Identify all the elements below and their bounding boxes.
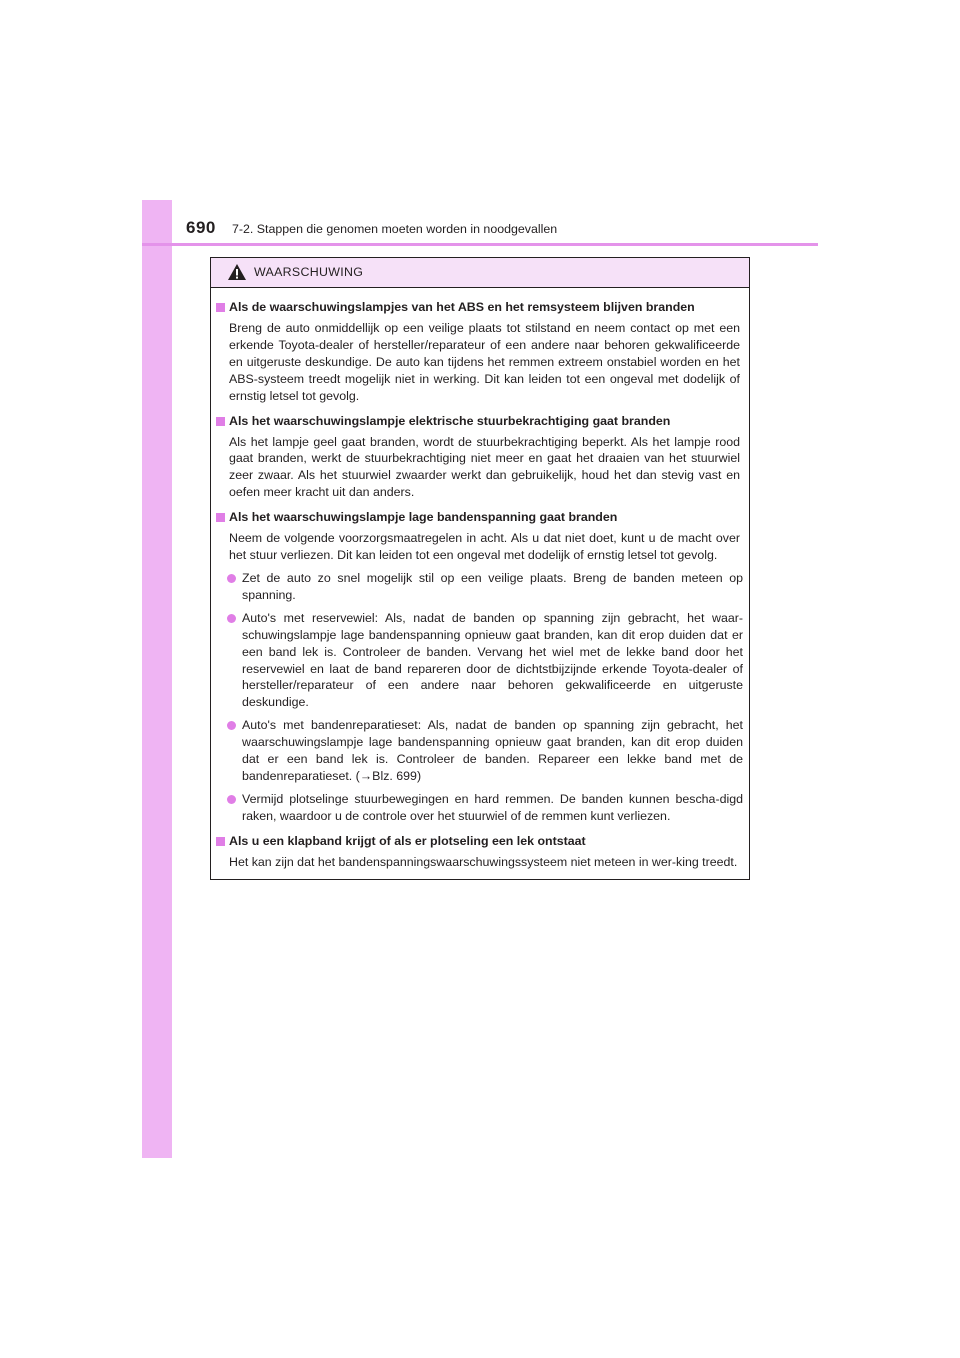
list-item (211, 610, 749, 711)
square-bullet-icon (216, 417, 225, 426)
square-bullet-icon (216, 837, 225, 846)
item-text: Breng de auto onmiddellijk op een veilige plaats tot stilstand en neem contact op met een erkende Toyota-dealer of hersteller/reparateur of een andere naar behoren gekwalificeerde en uitgeruste deskundige. De auto kan tijdens het remmen extreem onstabiel worden en het ABS-systeem treedt mogelijk niet in werking. Dit kan leiden tot een ongeval met dodelijk of ernstig letsel tot gevolg. (229, 321, 740, 403)
item-heading-text: Als het waarschuwingslampje lage bandenspanning gaat branden (229, 510, 618, 525)
list-item-text: Zet de auto zo snel mogelijk stil op een veilige plaats. Breng de banden meteen op spanning. (242, 570, 743, 602)
warning-header (211, 258, 749, 288)
section-title: 7-2. Stappen die genomen moeten worden in noodgevallen (232, 222, 558, 236)
item-heading-text: Als de waarschuwingslampjes van het ABS en het remsysteem blijven branden (229, 300, 695, 314)
list-item-text: Vermijd plotselinge stuurbewegingen en hard remmen. De banden kunnen bescha-digd raken, waardoor u de controle over het stuurwiel of de remmen kunt verliezen. (242, 791, 743, 823)
list-item (211, 570, 749, 604)
warning-triangle-icon (227, 263, 247, 286)
item-heading (211, 509, 743, 526)
round-bullet-icon (227, 795, 236, 804)
warning-box (210, 257, 750, 880)
header-rule (142, 243, 818, 246)
item-text: Neem de volgende voorzorgsmaatregelen in acht. Als u dat niet doet, kunt u de macht over het stuur verliezen. Dit kan leiden tot een ongeval met dodelijk of ernstig letsel tot gevolg. (229, 531, 740, 563)
list-item-text: Auto's met bandenreparatieset: Als, nadat de banden op spanning zijn gebracht, het waarschuwingslampje lage bandenspanning opnieuw gaat branden, kan dit erop duiden dat er een band lek is. Controleer de banden. Repareer een lekke band met de bandenreparatieset. (→Blz. 699) (242, 718, 743, 783)
square-bullet-icon (216, 513, 225, 522)
item-heading (211, 299, 743, 316)
item-text: Als het lampje geel gaat branden, wordt de stuurbekrachtiging beperkt. Als het lampje rood gaat branden, werkt de stuurbekrachtiging niet meer en gaat het draaien van het stuurwiel zeer zwaar. Als het stuurwiel zwaarder werkt dan gebruikelijk, houd het dan stevig vast en oefen meer kracht uit dan anders. (229, 434, 740, 500)
item-text: Het kan zijn dat het bandenspanningswaarschuwingssysteem niet meteen in wer-king treedt. (229, 854, 738, 869)
list-item-text: Auto's met reservewiel: Als, nadat de banden op spanning zijn gebracht, het waar-schuwingslampje lage bandenspanning opnieuw gaat branden, kan dit erop duiden dat er een band lek is. Controleer de banden. Vervang het wiel met de lekke band door het reservewiel en laat de band repareren door de dichtstbijzijnde erkende Toyota-dealer of hersteller/reparateur of een andere naar behoren gekwalificeerde en uitgeruste deskundige. (242, 610, 743, 710)
item-heading (211, 413, 743, 430)
page-number: 690 (186, 218, 216, 237)
round-bullet-icon (227, 574, 236, 583)
item-heading-text: Als u een klapband krijgt of als er plotseling een lek ontstaat (229, 833, 586, 848)
square-bullet-icon (216, 303, 225, 312)
chapter-tab-bar (142, 200, 172, 1158)
warning-title: WAARSCHUWING (254, 265, 364, 279)
warning-body (211, 299, 749, 871)
item-heading (211, 833, 743, 850)
round-bullet-icon (227, 614, 236, 623)
list-item (211, 717, 749, 785)
list-item (211, 791, 749, 825)
item-heading-text: Als het waarschuwingslampje elektrische stuurbekrachtiging gaat branden (229, 413, 671, 428)
round-bullet-icon (227, 721, 236, 730)
